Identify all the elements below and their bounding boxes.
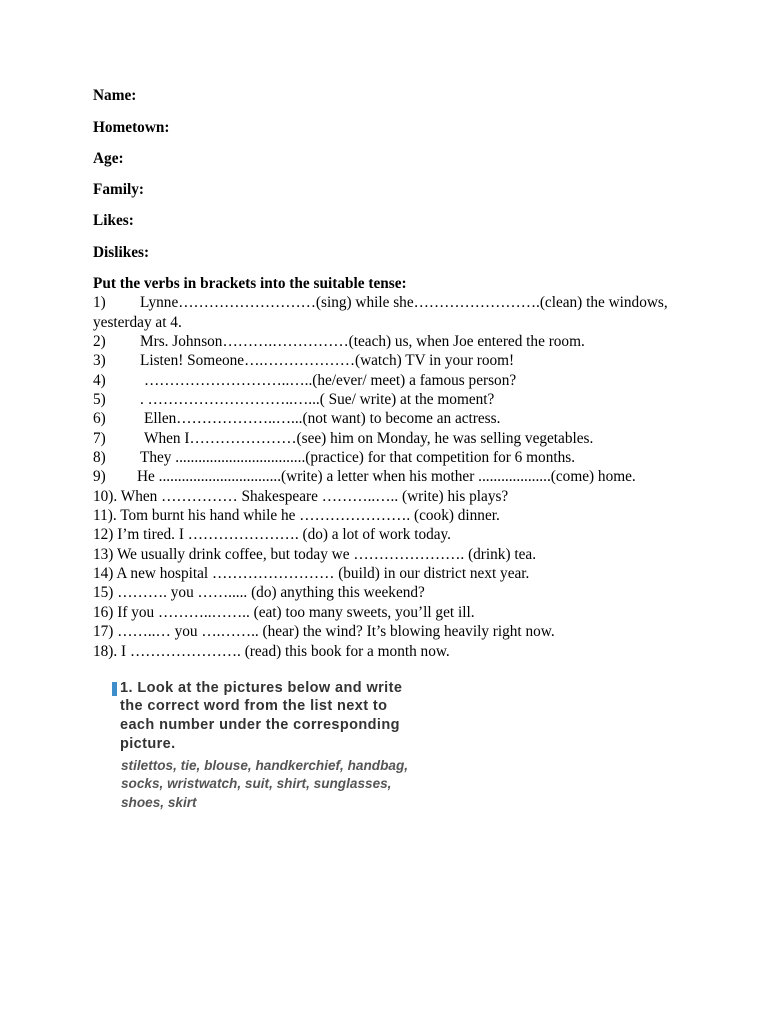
age-label: Age:: [93, 149, 124, 167]
exercise-instruction: Put the verbs in brackets into the suitable tense:: [93, 274, 407, 292]
exercise-item-9: [93, 467, 713, 486]
item-number: 10).: [93, 487, 118, 505]
item-number: 4): [93, 371, 106, 389]
item-number: 11).: [93, 507, 117, 525]
item-text: Listen! Someone….………………(watch) TV in your room!: [140, 352, 515, 370]
exercise-item-14: [93, 564, 713, 583]
item-text: Tom burnt his hand while he …………………. (cook) dinner.: [120, 507, 500, 525]
word-list-line: socks, wristwatch, suit, shirt, sunglasses,: [121, 776, 392, 791]
exercise-item-7: [93, 429, 713, 448]
exercise-item-2: [93, 332, 713, 351]
item-text: We usually drink coffee, but today we …………………. (drink) tea.: [116, 545, 537, 563]
task-heading-line: 1. Look at the pictures below and write: [120, 679, 403, 696]
item-number: 14): [93, 565, 114, 583]
item-number: 7): [93, 429, 106, 447]
item-number: 3): [93, 352, 106, 370]
family-label: Family:: [93, 181, 144, 199]
item-number: 1): [93, 294, 106, 312]
item-text: Mrs. Johnson……….……………(teach) us, when Joe entered the room.: [140, 333, 585, 351]
item-text: A new hospital …………………… (build) in our district next year.: [116, 565, 530, 583]
picture-task-heading: [120, 679, 402, 754]
section-marker: [112, 682, 117, 696]
exercise-item-13: [93, 545, 713, 564]
item-text: Lynne………………………(sing) while she…………………….(clean) the windows,: [140, 294, 668, 312]
task-heading-line: the correct word from the list next to: [120, 698, 388, 715]
item-text: ………. you ……..... (do) anything this weekend?: [117, 584, 425, 602]
likes-label: Likes:: [93, 212, 134, 230]
item-number: 16): [93, 603, 114, 621]
item-number: 5): [93, 391, 106, 409]
exercise-item-11: [93, 506, 713, 525]
item-number: 12): [93, 526, 114, 544]
exercise-item-6: [93, 409, 713, 428]
name-label: Name:: [93, 87, 137, 105]
exercise-item-1: [93, 293, 713, 312]
item-text: ……..… you ….…….. (hear) the wind? It’s blowing heavily right now.: [117, 623, 555, 641]
item-number: 8): [93, 449, 106, 467]
exercise-item-5: [93, 390, 713, 409]
word-list-line: stilettos, tie, blouse, handkerchief, handbag,: [121, 757, 409, 773]
item-text: He ................................(write) a letter when his mother ...................(come) home.: [137, 468, 636, 486]
word-list: [121, 757, 408, 813]
item-text: When …………… Shakespeare ………..….. (write) his plays?: [120, 487, 509, 505]
worksheet-body: [93, 86, 713, 661]
exercise-item-17: [93, 622, 713, 641]
item-text: I’m tired. I …………………. (do) a lot of work today.: [117, 526, 452, 544]
exercise-item-15: [93, 583, 713, 602]
item-number: 6): [93, 410, 106, 428]
task-heading-line: each number under the corresponding: [120, 716, 400, 733]
exercise-item-16: [93, 603, 713, 622]
item-number: 18).: [93, 642, 118, 660]
task-heading-line: picture.: [120, 735, 176, 752]
exercise-item-12: [93, 525, 713, 544]
picture-task: [112, 678, 432, 818]
item-text: Ellen………………..…...(not want) to become an actress.: [144, 410, 501, 428]
item-text: I …………………. (read) this book for a month now.: [121, 642, 450, 660]
item-text: They ..................................(practice) for that competition for 6 months.: [140, 449, 576, 467]
exercise-item-3: [93, 351, 713, 370]
hometown-label: Hometown:: [93, 118, 170, 136]
exercise-item-8: [93, 448, 713, 467]
item-number: 15): [93, 584, 114, 602]
item-number: 17): [93, 623, 114, 641]
item-number: 9): [93, 468, 106, 486]
item-text: ………………………..…..(he/ever/ meet) a famous person?: [144, 371, 517, 389]
item-text: . ………………………..…...( Sue/ write) at the moment?: [140, 391, 495, 409]
dislikes-label: Dislikes:: [93, 243, 150, 261]
item-number: 13): [93, 545, 114, 563]
item-text: If you ………..…….. (eat) too many sweets, you’ll get ill.: [117, 603, 475, 621]
word-list-line: shoes, skirt: [121, 794, 197, 810]
exercise-item-1-continuation: yesterday at 4.: [93, 313, 182, 331]
exercise-item-4: [93, 371, 713, 390]
exercise-item-10: [93, 487, 713, 506]
exercise-item-18: [93, 642, 713, 661]
item-text: When I…………………(see) him on Monday, he was selling vegetables.: [144, 429, 594, 447]
item-number: 2): [93, 333, 106, 351]
